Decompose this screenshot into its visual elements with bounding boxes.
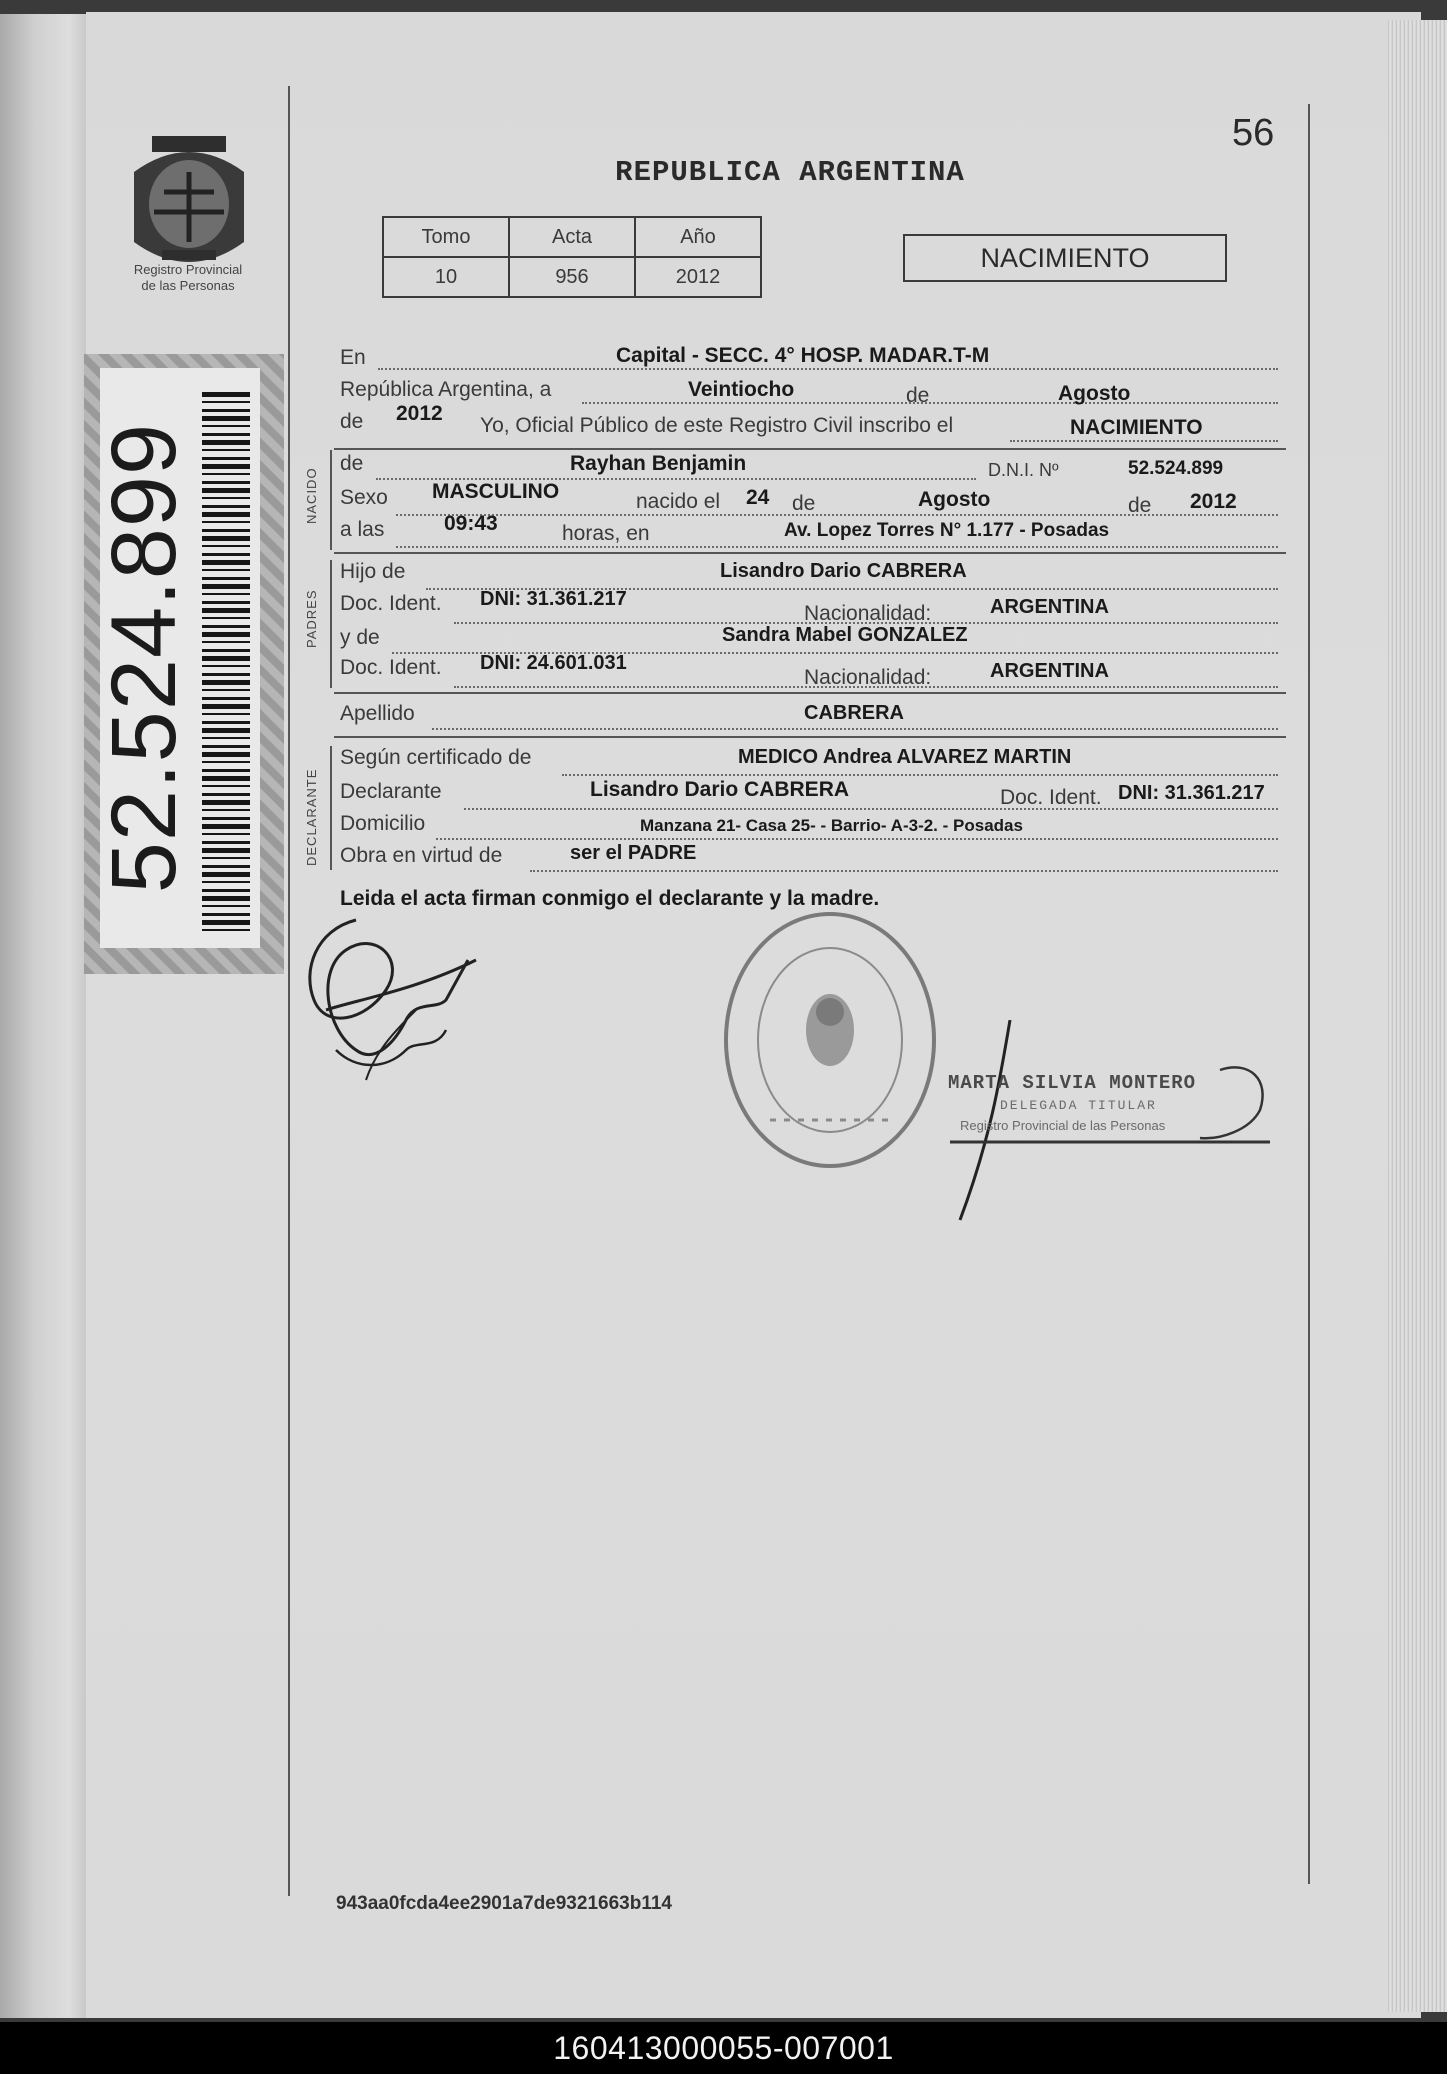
obra-value: ser el PADRE	[570, 842, 697, 864]
place-value: Capital - SECC. 4° HOSP. MADAR.T-M	[616, 344, 990, 367]
mother-nationality-value: ARGENTINA	[990, 660, 1109, 682]
a-las-label: a las	[340, 518, 385, 541]
officer-role: DELEGADA TITULAR	[1000, 1098, 1157, 1113]
logo-caption-line1: Registro Provincial	[133, 262, 243, 277]
registry-table	[382, 216, 762, 298]
de-label-1: de	[906, 384, 930, 407]
tomo-header: Tomo	[383, 217, 509, 257]
obra-label: Obra en virtud de	[340, 844, 503, 867]
sexo-value: MASCULINO	[432, 480, 560, 503]
domicile-value: Manzana 21- Casa 25- - Barrio- A-3-2. - Posadas	[640, 816, 1023, 835]
dni-label: D.N.I. Nº	[988, 460, 1059, 480]
father-nationality-label: Nacionalidad:	[804, 602, 932, 625]
page-number: 56	[1232, 112, 1275, 154]
padres-section-label: PADRES	[304, 589, 319, 648]
child-name-value: Rayhan Benjamin	[570, 452, 747, 475]
tomo-value: 10	[383, 257, 509, 297]
mother-nationality-label: Nacionalidad:	[804, 666, 932, 689]
declarant-doc-value: DNI: 31.361.217	[1118, 782, 1265, 804]
logo-caption	[108, 262, 268, 294]
apellido-label: Apellido	[340, 702, 415, 725]
en-dots	[378, 368, 1278, 370]
declarant-name-value: Lisandro Dario CABRERA	[590, 778, 850, 801]
sexo-dots	[396, 514, 1278, 516]
day-words-value: Veintiocho	[688, 378, 795, 401]
document-hash: 943aa0fcda4ee2901a7de9321663b114	[336, 1893, 672, 1914]
republica-label: República Argentina, a	[340, 378, 552, 401]
declarant-doc-label: Doc. Ident.	[1000, 786, 1102, 809]
nacido-section-label: NACIDO	[304, 467, 319, 524]
mother-name-value: Sandra Mabel GONZALEZ	[722, 624, 968, 646]
closing-statement: Leida el acta firman conmigo el declarante y la madre.	[340, 887, 880, 910]
father-doc-value: DNI: 31.361.217	[480, 588, 627, 610]
hijo-de-label: Hijo de	[340, 560, 406, 583]
time-value: 09:43	[444, 512, 498, 535]
year-value: 2012	[396, 402, 443, 425]
birth-year-value: 2012	[1190, 490, 1237, 513]
mother-doc-dots	[454, 686, 1278, 688]
barcode-sticker	[93, 368, 260, 948]
officer-office: Registro Provincial de las Personas	[960, 1118, 1166, 1133]
domicilio-label: Domicilio	[340, 812, 426, 835]
birth-de-label-1: de	[792, 492, 816, 515]
act-type-box: NACIMIENTO	[903, 234, 1227, 282]
y-de-label: y de	[340, 626, 380, 649]
footer-id: 160413000055-007001	[553, 2030, 894, 2066]
acta-value: 956	[509, 257, 635, 297]
apellido-rule	[334, 736, 1286, 738]
nacido-rule	[334, 552, 1286, 554]
nacido-section-bar	[330, 450, 332, 550]
de-label-2: de	[340, 410, 364, 433]
republica-dots	[582, 402, 1278, 404]
declarante-section-label: DECLARANTE	[304, 768, 319, 866]
certificate-dots	[562, 774, 1278, 776]
yo-dots	[1010, 440, 1278, 442]
obra-dots	[530, 870, 1278, 872]
birth-month-value: Agosto	[918, 488, 991, 511]
padres-section-bar	[330, 560, 332, 688]
anio-value: 2012	[635, 257, 761, 297]
yo-text: Yo, Oficial Público de este Registro Civil inscribo el	[480, 414, 954, 437]
act-word-value: NACIMIENTO	[1070, 416, 1203, 439]
logo-caption-line2: de las Personas	[141, 278, 235, 293]
certificate-label: Según certificado de	[340, 746, 532, 769]
acta-header: Acta	[509, 217, 635, 257]
nacido-el-label: nacido el	[636, 490, 721, 513]
apellido-dots	[432, 728, 1278, 730]
barcode-label	[84, 354, 284, 974]
right-margin-rule	[1308, 104, 1310, 1884]
facing-page	[0, 14, 86, 2018]
father-doc-label: Doc. Ident.	[340, 592, 442, 615]
footer-strip	[0, 2022, 1447, 2074]
nacido-de-label: de	[340, 452, 364, 475]
header-title: REPUBLICA ARGENTINA	[615, 156, 965, 189]
left-margin-rule	[288, 86, 290, 1896]
barcode-bars	[202, 392, 250, 932]
officer-name: MARTA SILVIA MONTERO	[948, 1072, 1197, 1094]
domicile-dots	[436, 838, 1278, 840]
sexo-label: Sexo	[340, 486, 388, 509]
declarante-section-bar	[330, 746, 332, 870]
horas-label: horas, en	[562, 522, 650, 545]
padres-rule	[334, 692, 1286, 694]
apellido-value: CABRERA	[804, 702, 904, 724]
month-value: Agosto	[1058, 382, 1131, 405]
en-label: En	[340, 346, 366, 369]
mother-doc-value: DNI: 24.601.031	[480, 652, 627, 674]
declarante-label: Declarante	[340, 780, 442, 803]
birth-day-value: 24	[746, 486, 770, 509]
certificate-value: MEDICO Andrea ALVAREZ MARTIN	[738, 746, 1072, 768]
intro-rule	[334, 448, 1286, 450]
mother-doc-label: Doc. Ident.	[340, 656, 442, 679]
father-name-value: Lisandro Dario CABRERA	[720, 560, 967, 582]
anio-header: Año	[635, 217, 761, 257]
father-nationality-value: ARGENTINA	[990, 596, 1109, 618]
barcode-number: 52.524.899	[93, 422, 195, 894]
declarant-signature	[296, 900, 486, 1090]
official-stamp	[710, 900, 950, 1180]
declarant-dots	[464, 808, 1278, 810]
birth-de-label-2: de	[1128, 494, 1152, 517]
birth-address-value: Av. Lopez Torres N° 1.177 - Posadas	[784, 520, 1110, 541]
page-edges	[1388, 20, 1447, 2012]
address-dots	[396, 546, 1278, 548]
dni-value: 52.524.899	[1128, 458, 1224, 479]
